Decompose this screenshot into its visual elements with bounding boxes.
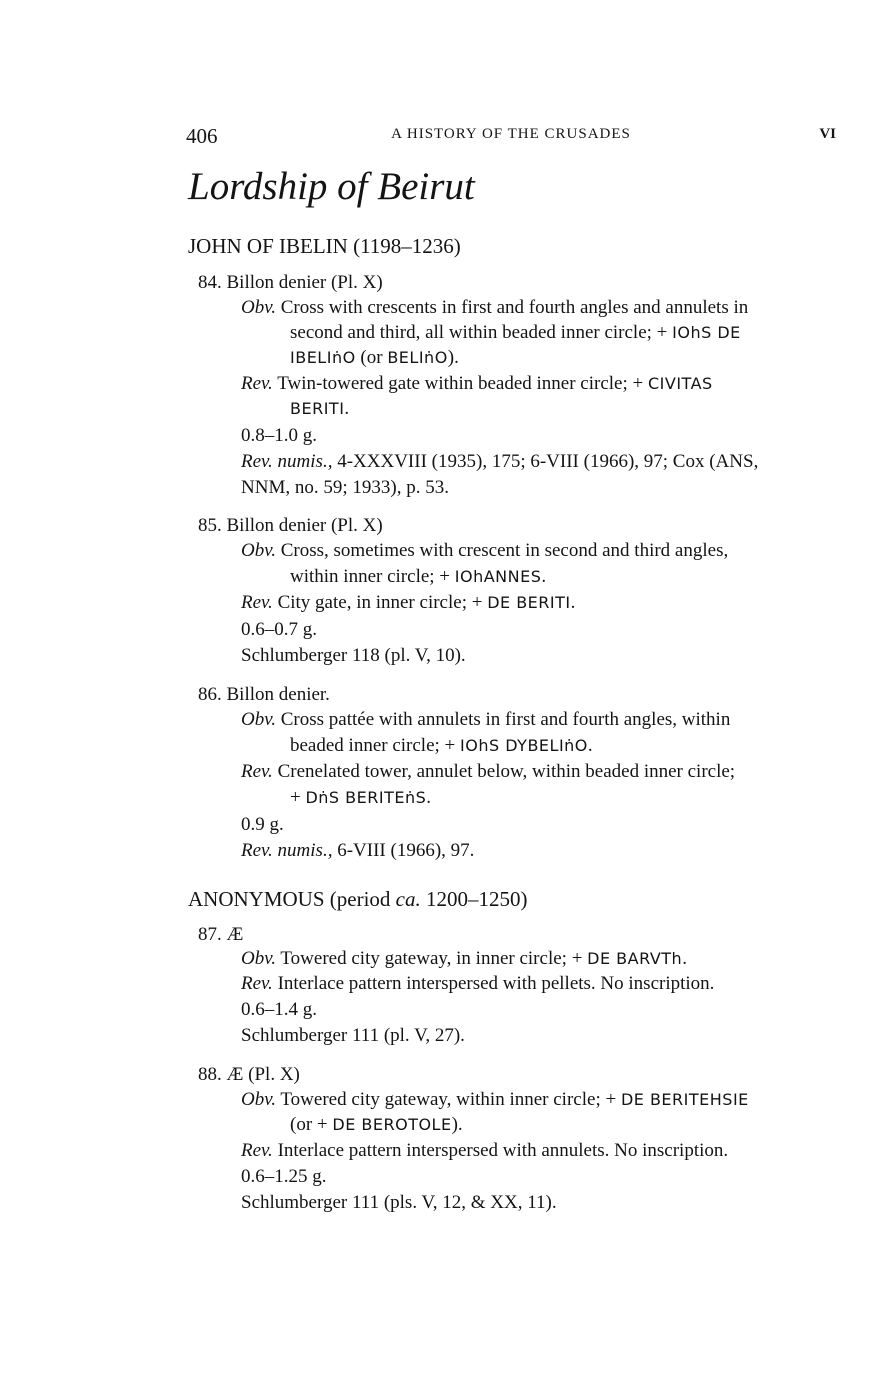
reverse-text: City gate, in inner circle; + [272, 592, 488, 613]
legend-inscription: DE BEROTOLE [332, 1115, 452, 1134]
entry-85-obverse-line-2 [290, 566, 546, 588]
reference-text: 4-XXXVIII (1935), 175; 6-VIII (1966), 97; Cox (ANS, [332, 451, 759, 472]
reverse-text: Twin-towered gate within beaded inner circle; + [272, 373, 648, 394]
entry-84-reference-line-1 [241, 451, 758, 473]
section-heading-john-of-ibelin: JOHN OF IBELIN (1198–1236) [188, 234, 461, 258]
obverse-text: Cross pattée with annulets in first and fourth angles, within [276, 709, 731, 730]
entry-88-heading: 88. Æ (Pl. X) [198, 1064, 300, 1085]
obverse-text: . [541, 566, 547, 587]
entry-84-obverse-line-2 [290, 322, 741, 344]
reverse-text: Interlace pattern interspersed with pellets. No inscription. [272, 973, 715, 994]
reverse-label: Rev. [241, 1140, 273, 1161]
reverse-text: Crenelated tower, annulet below, within beaded inner circle; [272, 761, 736, 782]
obverse-text: beaded inner circle; + [290, 735, 461, 756]
obverse-text: ). [451, 1114, 463, 1135]
page-number: 406 [186, 124, 218, 148]
entry-88-reverse [241, 1140, 728, 1162]
reference-journal: Rev. numis., [241, 451, 333, 472]
reverse-label: Rev. [241, 592, 273, 613]
reverse-label: Rev. [241, 973, 273, 994]
obverse-label: Obv. [241, 709, 276, 730]
reverse-label: Rev. [241, 373, 273, 394]
legend-inscription: DE BARVTh [587, 949, 683, 968]
obverse-text: second and third, all within beaded inner circle; + [290, 322, 673, 343]
legend-inscription: BERITI [290, 399, 345, 418]
entry-85-reference: Schlumberger 118 (pl. V, 10). [241, 645, 466, 666]
entry-84-heading: 84. Billon denier (Pl. X) [198, 272, 383, 293]
entry-88-obverse-line-2 [290, 1114, 463, 1136]
entry-86-obverse-line-2 [290, 735, 593, 757]
entry-84-weight: 0.8–1.0 g. [241, 425, 317, 446]
entry-85-heading: 85. Billon denier (Pl. X) [198, 515, 383, 536]
entry-87-weight: 0.6–1.4 g. [241, 999, 317, 1020]
entry-84-reverse-line-1 [241, 373, 713, 395]
legend-inscription: IOhANNES [454, 567, 542, 586]
page-title: Lordship of Beirut [188, 165, 475, 208]
entry-85-reverse-line-1 [241, 592, 575, 614]
entry-84-obverse-line-1 [241, 297, 748, 319]
legend-inscription: IOhS DYBELIṅO [460, 736, 588, 755]
legend-inscription: DE BERITI [487, 593, 571, 612]
legend-inscription: DṅS BERITEṅS [305, 788, 427, 807]
obverse-label: Obv. [241, 1089, 276, 1110]
legend-inscription: IBELIṅO [290, 348, 356, 367]
running-title: A HISTORY OF THE CRUSADES [391, 126, 631, 142]
reference-text: 6-VIII (1966), 97. [332, 840, 475, 861]
entry-86-reverse-line-1 [241, 761, 735, 783]
section-text: 1200–1250) [420, 887, 528, 911]
entry-87-reverse [241, 973, 714, 995]
entry-87-heading: 87. Æ [198, 924, 244, 945]
reverse-text: + [290, 787, 306, 808]
obverse-text: Towered city gateway, within inner circle; + [276, 1089, 621, 1110]
entry-88-weight: 0.6–1.25 g. [241, 1166, 327, 1187]
obverse-text: . [587, 735, 593, 756]
reference-journal: Rev. numis., [241, 840, 333, 861]
obverse-text: ). [447, 347, 459, 368]
reverse-label: Rev. [241, 761, 273, 782]
entry-88-obverse-line-1 [241, 1089, 749, 1111]
legend-inscription: IOhS DE [672, 323, 741, 342]
reverse-text: . [426, 787, 432, 808]
chapter-number: VI [819, 126, 836, 142]
obverse-text: Cross, sometimes with crescent in second and third angles, [276, 540, 729, 561]
entry-86-obverse-line-1 [241, 709, 730, 731]
entry-87-obverse [241, 948, 687, 970]
entry-86-weight: 0.9 g. [241, 814, 284, 835]
reverse-text: . [344, 398, 350, 419]
obverse-label: Obv. [241, 540, 276, 561]
section-heading-anonymous [188, 887, 527, 912]
obverse-label: Obv. [241, 948, 276, 969]
section-text: ANONYMOUS (period [188, 887, 396, 911]
legend-inscription: BELIṅO [387, 348, 448, 367]
obverse-text: Cross with crescents in first and fourth angles and annulets in [276, 297, 749, 318]
obverse-text: (or [355, 347, 388, 368]
legend-inscription: DE BERITEHSIE [620, 1090, 749, 1109]
entry-84-reverse-line-2 [290, 398, 349, 420]
entry-88-reference: Schlumberger 111 (pls. V, 12, & XX, 11). [241, 1192, 557, 1213]
entry-84-obverse-line-3 [290, 347, 459, 369]
entry-85-weight: 0.6–0.7 g. [241, 619, 317, 640]
section-text-italic: ca. [395, 887, 421, 911]
entry-86-reverse-line-2 [290, 787, 431, 809]
page-header [186, 124, 836, 148]
obverse-text: (or + [290, 1114, 333, 1135]
obverse-text: . [682, 948, 687, 969]
entry-86-reference [241, 840, 474, 862]
entry-84-reference-line-2: NNM, no. 59; 1933), p. 53. [241, 477, 449, 498]
entry-87-reference: Schlumberger 111 (pl. V, 27). [241, 1025, 465, 1046]
legend-inscription: CIVITAS [648, 374, 713, 393]
reverse-text: Interlace pattern interspersed with annulets. No inscription. [272, 1140, 729, 1161]
entry-85-obverse-line-1 [241, 540, 728, 562]
obverse-label: Obv. [241, 297, 276, 318]
reverse-text: . [570, 592, 576, 613]
obverse-text: Towered city gateway, in inner circle; + [276, 948, 588, 969]
obverse-text: within inner circle; + [290, 566, 455, 587]
entry-86-heading: 86. Billon denier. [198, 684, 330, 705]
